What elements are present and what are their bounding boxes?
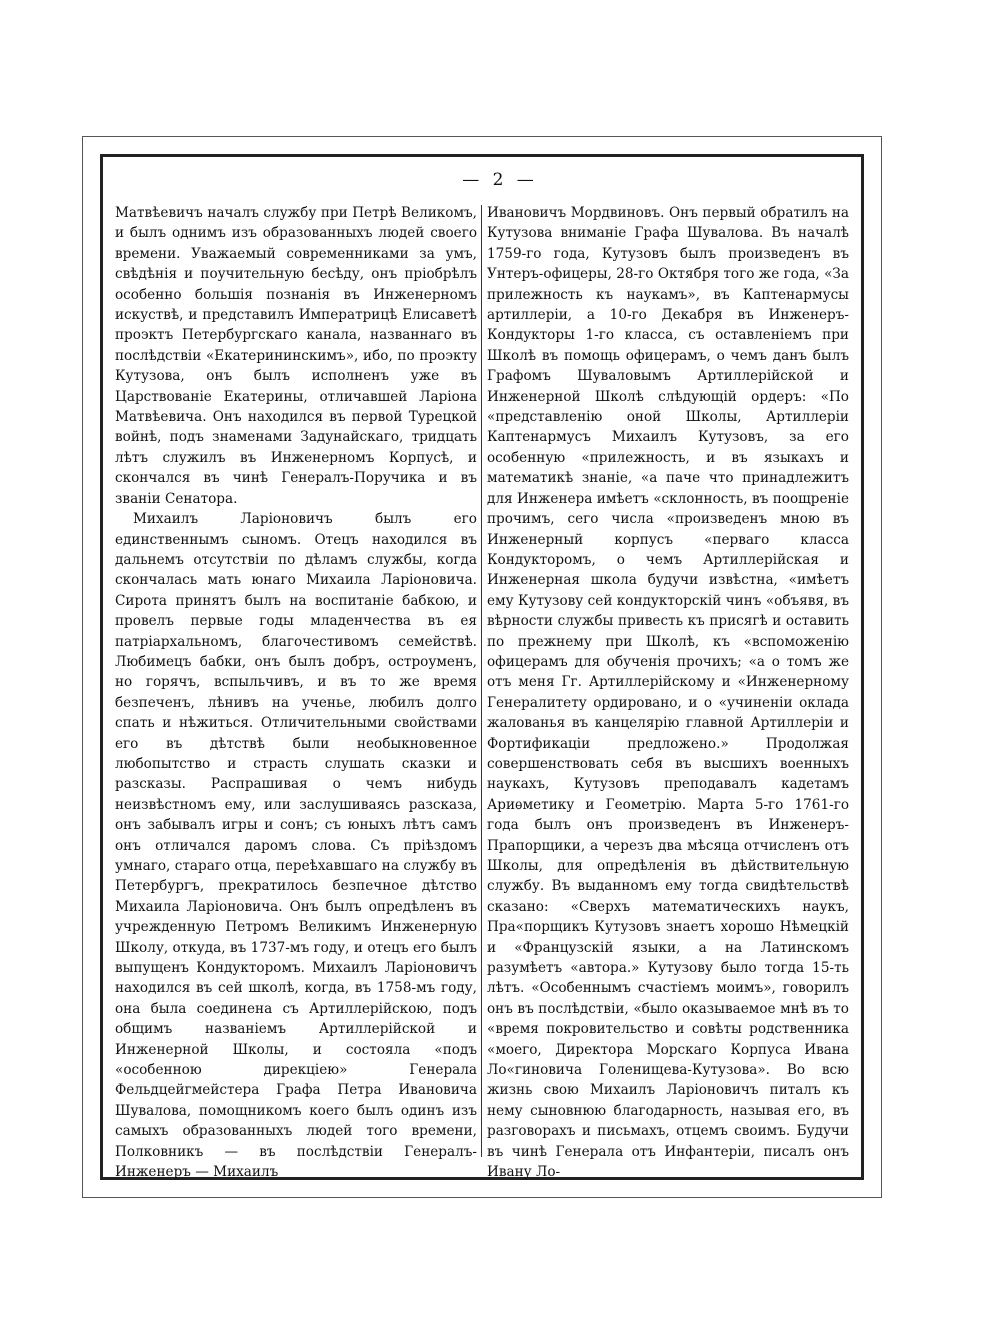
left-text-column (115, 203, 477, 1181)
left-paragraph-1: Матвѣевичъ началъ службу при Петрѣ Великомъ, и былъ однимъ изъ образованныхъ людей своего времени. Уважаемый современниками за умъ, свѣдѣнія и поучительную бесѣду, онъ пріобрѣлъ особенно большія познанія въ Инженерномъ искуствѣ, и представилъ Императрицѣ Елисаветѣ проэктъ Петербургскаго канала, названнаго въ послѣдствіи «Екатерининскимъ», ибо, по проэкту Кутузова, онъ былъ исполненъ уже въ Царствованіе Екатерины, отличавшей Ларіона Матвѣевича. Онъ находился въ первой Турецкой войнѣ, подъ знаменами Задунайскаго, тридцать лѣтъ служилъ въ Инженерномъ Корпусѣ, и скончался въ чинѣ Генералъ-Поручика и въ званіи Сенатора. (115, 205, 477, 507)
column-divider (481, 205, 482, 1157)
right-text-column (487, 203, 849, 1181)
page-number: — 2 — (462, 170, 538, 190)
right-paragraph-1: Ивановичъ Мордвиновъ. Онъ первый обратилъ на Кутузова вниманіе Графа Шувалова. Въ началѣ 1759-го года, Кутузовъ былъ произведенъ въ Унтеръ-офицеры, 28-го Октября того же года, «За прилежность къ наукамъ», въ Каптенармусы артиллеріи, а 10-го Декабря въ Инженеръ-Кондукторы 1-го класса, съ оставленіемъ при Школѣ въ помощь офицерамъ, о чемъ данъ былъ Графомъ Шуваловымъ Артиллерійской и Инженерной Школѣ слѣдующій ордеръ: «По «представленію оной Школы, Артиллеріи Каптенармусъ Михаилъ Кутузовъ, за его особенную «прилежность, и въ языкахъ и математикѣ знаніе, «а паче что принадлежитъ для Инженера имѣетъ «склонность, въ поощреніе прочимъ, сего числа «произведенъ мною въ Инженерный корпусъ «перваго класса Кондукторомъ, о чемъ Артиллерійская и Инженерная школа будучи извѣстна, «имѣетъ ему Кутузову сей кондукторскій чинъ «объявя, въ вѣрности службы привесть къ присягѣ и оставить по прежнему при Школѣ, къ «вспоможенію офицерамъ для обученія прочихъ; «а о томъ же отъ меня Гг. Артиллерійскому и «Инженерному Генералитету ордировано, и о «учиненіи оклада жалованья въ канцелярію главной Артиллеріи и Фортификаціи предложено.» Продолжая совершенствовать себя въ высшихъ военныхъ наукахъ, Кутузовъ преподавалъ кадетамъ Ариѳметику и Геометрію. Марта 5-го 1761-го года былъ онъ произведенъ въ Инженеръ-Прапорщики, а черезъ два мѣсяца отчисленъ отъ Школы, для опредѣленія въ дѣйствительную службу. Въ выданномъ ему тогда свидѣтельствѣ сказано: «Сверхъ математическихъ наукъ, Пра«порщикъ Кутузовъ знаетъ хорошо Нѣмецкій и «Французскій языки, а на Латинскомъ разумѣетъ «автора.» Кутузову было тогда 15-ть лѣтъ. «Особеннымъ счастіемъ моимъ», говорилъ онъ въ послѣдствіи, «было оказываемое мнѣ въ то «время покровительство и совѣты родственника «моего, Директора Морскаго Корпуса Ивана Ло«гиновича Голенищева-Кутузова». Во всю жизнь свою Михаилъ Ларіоновичъ питалъ къ нему сыновнюю благодарность, называя его, въ разговорахъ и письмахъ, отцемъ своимъ. Будучи въ чинѣ Генерала отъ Инфантеріи, писалъ онъ Ивану Ло- (487, 205, 849, 1181)
left-paragraph-2: Михаилъ Ларіоновичъ былъ его единственнымъ сыномъ. Отецъ находился въ дальнемъ отсутствіи по дѣламъ службы, когда скончалась мать юнаго Михаила Ларіоновича. Сирота принятъ былъ на воспитаніе бабкою, и провелъ первые годы младенчества въ ея патріархальномъ, благочестивомъ семействѣ. Любимецъ бабки, онъ былъ добръ, остроуменъ, но горячъ, вспыльчивъ, и въ то же время безпеченъ, лѣнивъ на ученье, любилъ долго спать и нѣжиться. Отличительными свойствами его въ дѣтствѣ были необыкновенное любопытство и страсть слушать сказки и разсказы. Распрашивая о чемъ нибудь неизвѣстномъ ему, или заслушиваясь разсказа, онъ забывалъ игры и сонъ; съ юныхъ лѣтъ самъ онъ отличался даромъ слова. Съ пріѣздомъ умнаго, стараго отца, переѣхавшаго на службу въ Петербургъ, прекратилось безпечное дѣтство Михаила Ларіоновича. Онъ былъ опредѣленъ въ учрежденную Петромъ Великимъ Инженерную Школу, откуда, въ 1737-мъ году, и отецъ его былъ выпущенъ Кондукторомъ. Михаилъ Ларіоновичъ находился въ сей школѣ, когда, въ 1758-мъ году, она была соединена съ Артиллерійскою, подъ общимъ названіемъ Артиллерійской и Инженерной Школы, и состояла «подъ «особенною дирекціею» Генерала Фельдцейгмейстера Графа Петра Ивановича Шувалова, помощникомъ коего былъ одинъ изъ самыхъ образованныхъ людей того времени, Полковникъ — въ послѣдствіи Генералъ-Инженеръ — Михаилъ (115, 511, 477, 1181)
